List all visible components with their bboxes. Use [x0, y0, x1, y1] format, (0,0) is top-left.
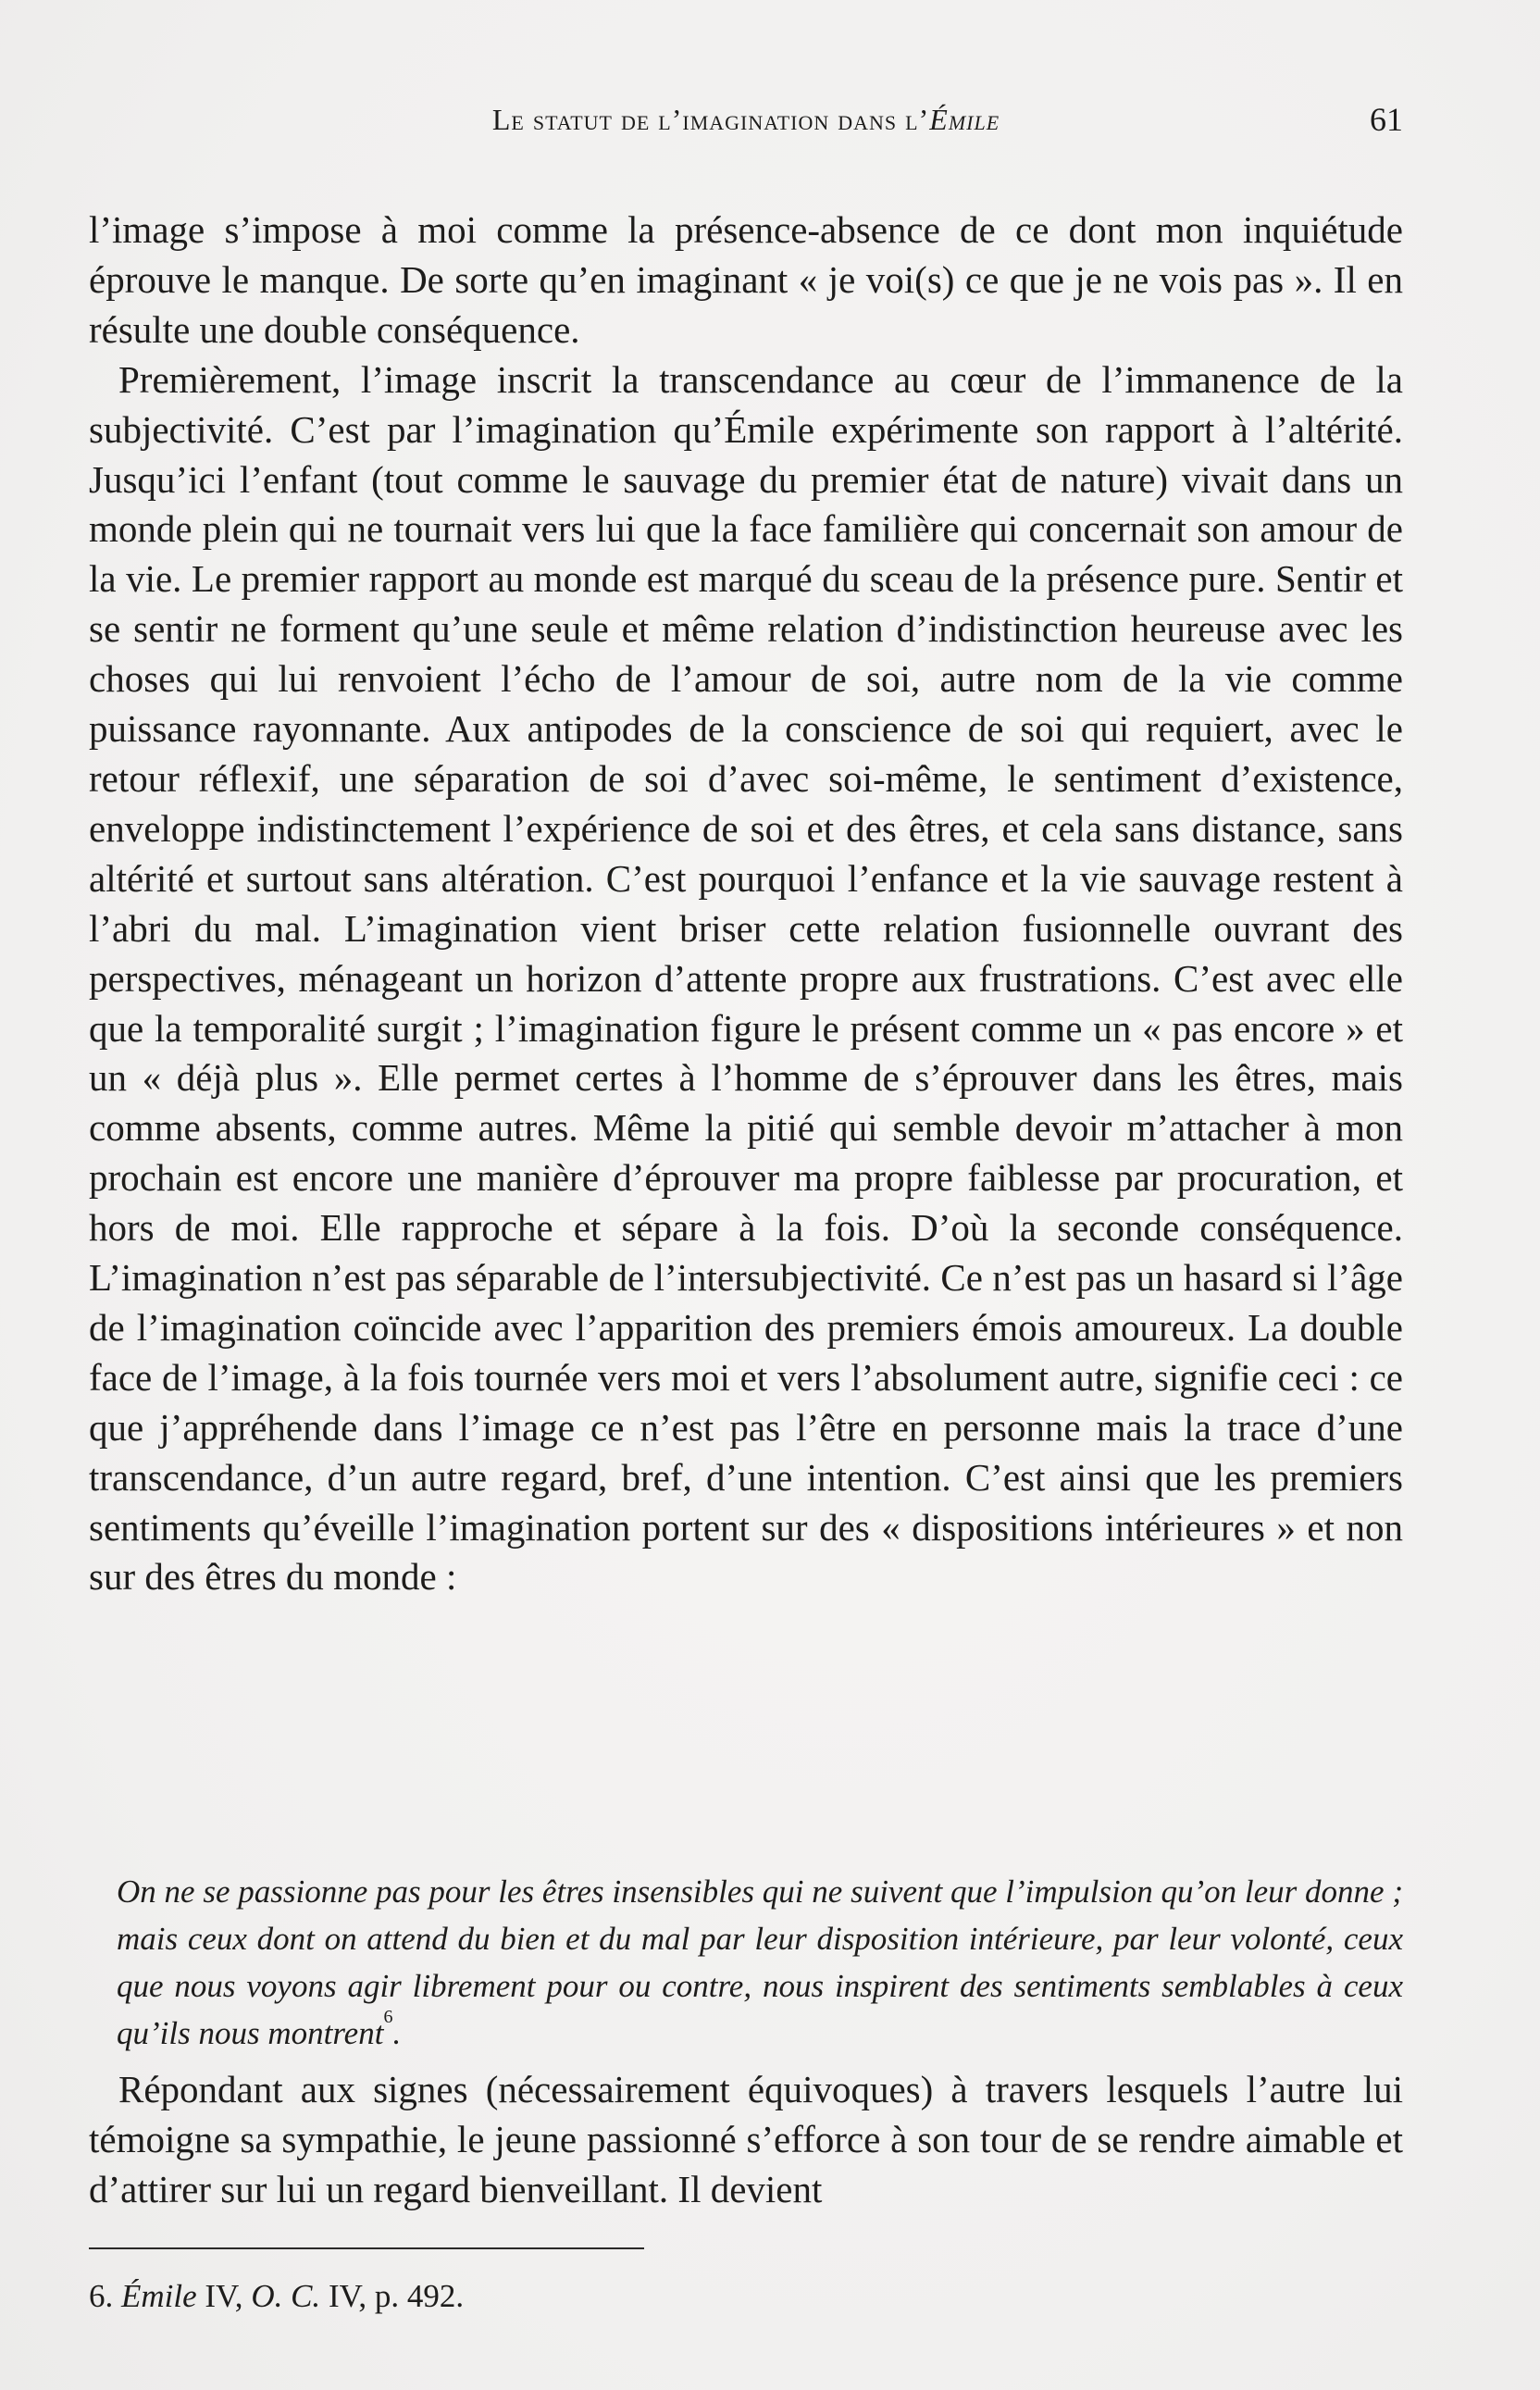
footnote-divider [89, 2247, 644, 2249]
footnote-reference: 6 [383, 2007, 393, 2027]
block-quotation: On ne se passionne pas pour les êtres insensibles qui ne suivent que l’impulsion qu’on leur donne ; mais ceux dont on attend du bien et du mal par leur disposition intérieure, par leur volonté, ceux que nous voyons agir librement pour ou contre, nous inspirent des sentiments semblables à ceux qu’ils nous montrent$^6$. [117, 1873, 1403, 2051]
paragraph-premierement: Premièrement, l’image inscrit la transcendance au cœur de l’immanence de la subjectivité. C’est par l’imagination qu’Émile expérimente son rapport à l’altérité. Jusqu’ici l’enfant (tout comme le sauvage du premier état de nature) vivait dans un monde plein qui ne tournait vers lui que la face familière qui concernait son amour de la vie. Le premier rapport au monde est marqué du sceau de la présence pure. Sentir et se sentir ne forment qu’une seule et même relation d’indistinction heureuse avec les choses qui lui renvoient l’écho de l’amour de soi, autre nom de la vie comme puissance rayonnante. Aux antipodes de la conscience de soi qui requiert, avec le retour réflexif, une séparation de soi d’avec soi-même, le sentiment d’existence, enveloppe indistinctement l’expérience de soi et des êtres, et cela sans distance, sans altérité et surtout sans altération. C’est pourquoi l’enfance et la vie sauvage restent à l’abri du mal. L’imagination vient briser cette relation fusionnelle ouvrant des perspectives, ménageant un horizon d’attente propre aux frustrations. C’est avec elle que la temporalité surgit ; l’imagination figure le présent comme un « pas encore » et un « déjà plus ». Elle permet certes à l’homme de s’éprouver dans les êtres, mais comme absents, comme autres. Même la pitié qui semble devoir m’attacher à mon prochain est encore une manière d’éprouver ma propre faiblesse par procuration, et hors de moi. Elle rapproche et sépare à la fois. D’où la seconde conséquence. L’imagination n’est pas séparable de l’intersubjectivité. Ce n’est pas un hasard si l’âge de l’imagination coïncide avec l’apparition des premiers émois amoureux. La double face de l’image, à la fois tournée vers moi et vers l’absolument autre, signifie ceci : ce que j’appréhende dans l’image ce n’est pas l’être en personne mais la trace d’une transcendance, d’un autre regard, bref, d’une intention. C’est ainsi que les premiers sentiments qu’éveille l’imagination portent sur des « dispositions intérieures » et non sur des êtres du monde : [89, 357, 1403, 1599]
main-text [89, 205, 1403, 1602]
paragraph-repondant: Répondant aux signes (nécessairement équivoques) à travers lesquels l’autre lui témoigne sa sympathie, le jeune passionné s’efforce à son tour de se rendre aimable et d’attirer sur lui un regard bienveillant. Il devient [89, 2068, 1403, 2210]
running-title [89, 96, 1403, 143]
footnote-collection: O. C. [251, 2278, 321, 2314]
paragraph-continued: l’image s’impose à moi comme la présence-absence de ce dont mon inquiétude éprouve le manque. De sorte qu’en imaginant « je voi(s) ce que je ne vois pas ». Il en résulte une double conséquence. [89, 208, 1403, 351]
running-title-prefix: Le statut de l’imagination dans l’ [491, 103, 930, 136]
page-number: 61 [1370, 101, 1403, 138]
footnote [89, 2273, 464, 2320]
running-head [89, 96, 1403, 143]
footnote-number: 6. [89, 2278, 121, 2314]
running-title-work: Émile [929, 103, 1000, 136]
footnote-volume: IV, [196, 2278, 252, 2314]
footnote-location: IV, p. 492. [320, 2278, 465, 2314]
quotation-text: On ne se passionne pas pour les êtres insensibles qui ne suivent que l’impulsion qu’on leur donne ; mais ceux dont on attend du bien et du mal par leur disposition intérieure, par leur volonté, ceux que nous voyons agir librement pour ou contre, nous inspirent des sentiments semblables à ceux qu’ils nous montrent [117, 1873, 1403, 2051]
footnote-work: Émile [121, 2278, 197, 2314]
